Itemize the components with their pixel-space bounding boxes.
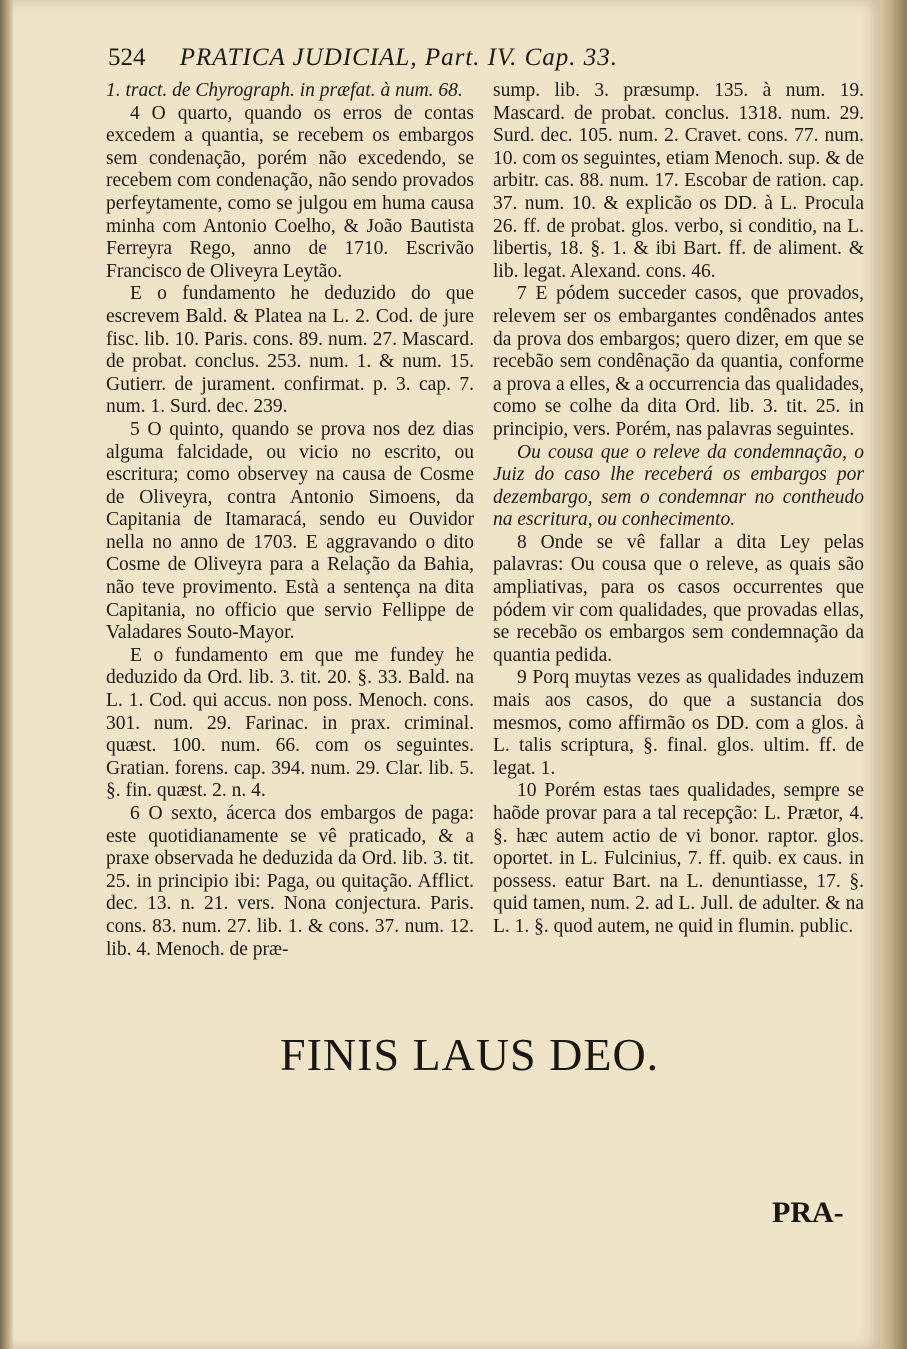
left-column [106, 80, 474, 961]
right-column [493, 80, 864, 939]
paragraph: 9 Porq muytas vezes as qualidades induzem mais aos casos, do que a sustancia dos mesmos, como affirmão os DD. com a glos. à L. talis scriptura, §. final. glos. ultim. ff. de legat. 1. [493, 667, 864, 779]
paragraph: E o fundamento em que me fundey he deduzido da Ord. lib. 3. tit. 20. §. 33. Bald. na L. 1. Cod. qui accus. non poss. Menoch. cons. 301. num. 29. Farinac. in prax. criminal. quæst. 100. num. 66. com os seguintes. Gratian. forens. cap. 394. num. 29. Clar. lib. 5. §. fin. quæst. 2. n. 4. [106, 644, 474, 802]
paragraph: 10 Porém estas taes qualidades, sempre se haõde provar para a tal recepção: L. Prætor, 4. §. hæc autem actio de vi bonor. raptor. glos. oportet. in L. Fulcinius, 7. ff. quib. ex caus. in possess. eatur Bart. na L. denuntiasse, 17. §. quid tamen, num. 2. ad L. Jull. de adulter. & na L. 1. §. quod autem, ne quid in flumin. public. [493, 780, 864, 937]
paragraph: sump. lib. 3. præsump. 135. à num. 19. Mascard. de probat. conclus. 1318. num. 29. Surd. dec. 105. num. 2. Cravet. cons. 77. num. 10. com os seguintes, etiam Menoch. sup. & de arbitr. cas. 88. num. 17. Escobar de ration. cap. 37. num. 10. & explicão os DD. à L. Procula 26. ff. de probat. glos. verbo, si conditio, na L. libertis, 18. §. 1. & ibi Bart. ff. de aliment. & lib. legat. Alexand. cons. 46. [493, 80, 864, 282]
running-header [108, 44, 748, 72]
paragraph: 4 O quarto, quando os erros de contas excedem a quantia, se recebem os embargos sem condenação, porém não excedendo, se recebem com condenação, não sendo provados perfeytamente, como se julgou em huma causa minha com Antonio Coelho, & João Bautista Ferreyra Rego, anno de 1710. Escrivão Francisco de Oliveyra Leytão. [106, 102, 474, 282]
paragraph: E o fundamento he deduzido do que escrevem Bald. & Platea na L. 2. Cod. de jure fisc. lib. 10. Paris. cons. 89. num. 27. Mascard. de probat. conclus. 253. num. 1. & num. 15. Gutierr. de jurament. confirmat. p. 3. cap. 7. num. 1. Surd. dec. 239. [106, 283, 474, 418]
paragraph: 1. tract. de Chyrograph. in præfat. à num. 68. [106, 80, 463, 101]
paragraph: 7 E pódem succeder casos, que provados, relevem ser os embargantes condênados antes da prova dos embargos; quero dizer, em que se recebão sem condênação da quantia, conforme a prova a elles, & a occurrencia das qualidades, como se colhe da dita Ord. lib. 3. tit. 25. in principio, vers. Porém, nas palavras seguintes. [493, 283, 864, 440]
catchword: PRA- [772, 1196, 844, 1229]
paragraph: 8 Onde se vê fallar a dita Ley pelas palavras: Ou cousa que o releve, as quais são ampliativas, para os casos occurrentes que pódem vir com qualidades, que provadas ellas, se recebão os embargos sem condemnação da quantia pedida. [493, 531, 864, 666]
paragraph: Ou cousa que o releve da condemnação, o Juiz do caso lhe receberá os embargos por dezembargo, sem o condemnar no contheudo na escritura, ou conhecimento. [493, 441, 864, 531]
paragraph: 6 O sexto, ácerca dos embargos de paga: este quotidianamente se vê praticado, & a praxe observada he deduzida da Ord. lib. 3. tit. 25. in principio ibi: Paga, ou quitação. Afflict. dec. 13. n. 21. vers. Nona conjectura. Paris. cons. 83. num. 27. lib. 1. & cons. 37. num. 12. lib. 4. Menoch. de præ- [106, 803, 474, 960]
page-edge [880, 0, 907, 1349]
finis-colophon: FINIS LAUS DEO. [280, 1029, 660, 1080]
paragraph: 5 O quinto, quando se prova nos dez dias alguma falcidade, ou vicio no escrito, ou escritura; como observey na causa de Cosme de Oliveyra, contra Antonio Simoens, da Capitania de Itamaracá, sendo eu Ouvidor nella no anno de 1703. E aggravando o dito Cosme de Oliveyra para a Relação da Bahia, não teve provimento. Està a sentença na dita Capitania, no officio que servio Fellippe de Valadares Souto-Mayor. [106, 418, 474, 644]
book-binding [0, 0, 14, 1349]
running-title: PRATICA JUDICIAL, Part. IV. Cap. 33. [179, 44, 619, 71]
page-number: 524 [108, 44, 146, 71]
